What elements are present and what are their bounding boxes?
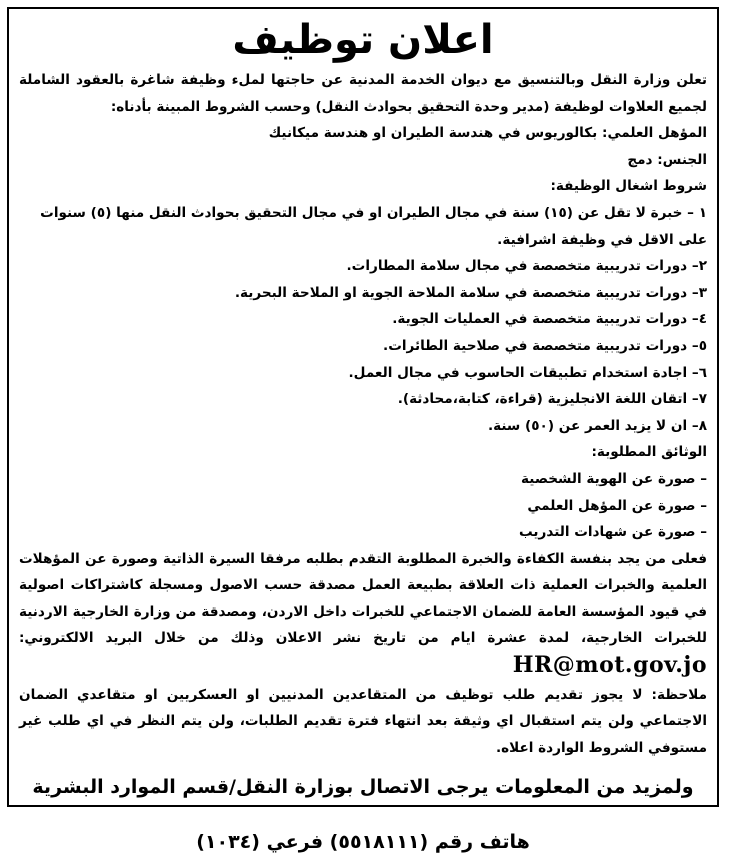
condition-item: ٨– ان لا يزيد العمر عن (٥٠) سنة. — [487, 417, 707, 434]
condition-item: ٦– اجادة استخدام تطبيقات الحاسوب في مجال العمل. — [348, 364, 707, 381]
document-item: – صورة عن شهادات التدريب — [519, 524, 707, 541]
application-paragraph — [19, 546, 707, 682]
intro-paragraph: تعلن وزارة النقل وبالتنسيق مع ديوان الخدمة المدنية عن حاجتها لملء وظيفة شاغرة بالعقود الشاملة لجميع العلاوات لوظيفة (مدير وحدة التحقيق بحوادث النقل) وحسب الشروط المبينة بأدناه: — [19, 72, 707, 115]
qualification-line: المؤهل العلمي: بكالوريوس في هندسة الطيران او هندسة ميكانيك — [268, 125, 707, 142]
condition-item: ٢– دورات تدريبية متخصصة في مجال سلامة المطارات. — [346, 258, 707, 275]
document-item: – صورة عن الهوية الشخصية — [521, 470, 707, 487]
note-paragraph: ملاحظة: لا يجوز تقديم طلب توظيف من المتقاعدين المدنيين او العسكريين او متقاعدي الضمان الاجتماعي ولن يتم استقبال اي وثيقة بعد انتهاء فترة تقديم الطلبات، ولن يتم النظر في اي طلب غير مستوفي الشروط الواردة اعلاه. — [19, 686, 707, 756]
document-item: – صورة عن المؤهل العلمي — [527, 497, 707, 514]
condition-item: ٤– دورات تدريبية متخصصة في العمليات الجوية. — [392, 311, 707, 328]
condition-item: ٥– دورات تدريبية متخصصة في صلاحية الطائرات. — [383, 337, 707, 354]
condition-item: ٧– اتقان اللغة الانجليزية (قراءة، كتابة،محادثة). — [397, 391, 707, 408]
condition-item: ١ – خبرة لا تقل عن (١٥) سنة في مجال الطيران او في مجال التحقيق بحوادث النقل منها (٥) سنوات على الاقل في وظيفة اشرافية. — [40, 204, 707, 248]
ad-title: اعلان توظيف — [232, 17, 494, 63]
job-advertisement — [7, 7, 719, 854]
email-address[interactable]: HR@mot.gov.jo — [512, 652, 707, 679]
documents-list — [19, 466, 707, 546]
phone-line: هاتف رقم (٥٥١٨١١١) فرعي (١٠٣٤) — [196, 831, 530, 854]
conditions-heading: شروط اشغال الوظيفة: — [550, 178, 707, 195]
condition-item: ٣– دورات تدريبية متخصصة في سلامة الملاحة الجوية او الملاحة البحرية. — [234, 284, 707, 301]
application-text: فعلى من يجد بنفسة الكفاءة والخبرة المطلوبة التقدم بطلبه مرفقا السيرة الذاتية وصورة عن المؤهلات العلمية والخبرات العملية ذات العلاقة بطبيعة العمل مصدقة حسب الاصول ومسجلة كاشتراكات اصولية في قيود المؤسسة العامة للضمان الاجتماعي للخبرات داخل الاردن، ومصدقة من وزارة الخارجية الاردنية للخبرات الخارجية، لمدة عشرة ايام من تاريخ نشر الاعلان وذلك من خلال البريد الالكتروني: — [19, 550, 707, 647]
contact-line: ولمزيد من المعلومات يرجى الاتصال بوزارة النقل/قسم الموارد البشرية — [32, 776, 694, 799]
conditions-list — [19, 200, 707, 439]
gender-line: الجنس: دمج — [627, 151, 707, 168]
documents-heading: الوثائق المطلوبة: — [591, 444, 707, 461]
